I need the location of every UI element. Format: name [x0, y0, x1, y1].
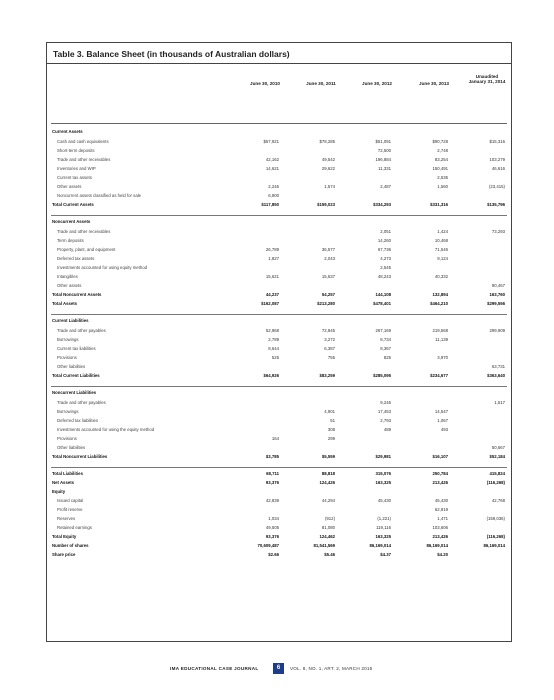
table-row: [47, 157, 513, 165]
row-label: Total Equity: [52, 534, 77, 539]
row-value: 8,734: [380, 337, 391, 342]
column-header-3: June 30, 2013: [419, 81, 449, 86]
row-value: 93,376: [265, 534, 279, 539]
row-label: Noncurrent Liabilities: [52, 390, 97, 395]
table-row: [47, 543, 513, 551]
row-value: 6,900: [268, 193, 279, 198]
table-row: [47, 247, 513, 255]
row-value: $464,210: [430, 301, 448, 306]
table-row: [47, 507, 513, 515]
row-value: 132,894: [432, 292, 448, 297]
row-value: 308: [327, 427, 335, 432]
row-value: 63,731: [491, 364, 505, 369]
row-value: 8,644: [268, 346, 279, 351]
row-value: 250,784: [432, 471, 448, 476]
row-value: 15,637: [321, 274, 335, 279]
row-value: 86,169,014: [369, 543, 391, 548]
table-row: [47, 498, 513, 506]
table-row: [47, 139, 513, 147]
row-label: Profit reserve: [57, 507, 83, 512]
row-value: $4.20: [437, 552, 448, 557]
row-value: 2,535: [437, 175, 448, 180]
row-label: Trade and other receivables: [57, 229, 111, 234]
row-value: 163,325: [375, 534, 391, 539]
page-footer: [0, 663, 554, 675]
row-value: 15,621: [265, 274, 279, 279]
table-row: [47, 318, 513, 326]
row-label: Total Noncurrent Assets: [52, 292, 102, 297]
row-value: 88,818: [321, 471, 335, 476]
row-label: Reserves: [57, 516, 76, 521]
row-value: 68,711: [266, 471, 279, 476]
table-row: [47, 471, 513, 479]
table-row: [47, 390, 513, 398]
row-value: 51: [330, 418, 335, 423]
row-value: 14,547: [434, 409, 448, 414]
row-value: 4,273: [380, 256, 391, 261]
row-value: (159,036): [486, 516, 505, 521]
table-row: [47, 265, 513, 273]
table-title: Table 3. Balance Sheet (in thousands of Australian dollars): [53, 49, 290, 59]
row-value: 54,257: [321, 292, 335, 297]
table-row: [47, 337, 513, 345]
row-value: 164: [271, 436, 279, 441]
table-row: [47, 346, 513, 354]
row-value: $135,796: [487, 202, 505, 207]
row-value: $90,728: [432, 139, 448, 144]
row-value: 42,839: [265, 498, 279, 503]
row-value: 48,243: [377, 274, 391, 279]
row-value: 67,736: [377, 247, 391, 252]
row-value: 163,325: [375, 480, 391, 485]
row-label: Investments accounted for using the equity method: [57, 427, 155, 432]
row-label: Number of shares: [52, 543, 89, 548]
row-value: 489: [383, 427, 391, 432]
row-label: Share price: [52, 552, 76, 557]
row-value: 40,332: [434, 274, 448, 279]
row-value: 825: [383, 355, 391, 360]
table-row: [47, 184, 513, 192]
row-value: 415,824: [489, 471, 505, 476]
row-value: 4,901: [324, 409, 335, 414]
row-value: $334,293: [373, 202, 391, 207]
row-label: Trade and other payables: [57, 328, 106, 333]
row-value: 8,367: [380, 346, 391, 351]
row-label: Intangibles: [57, 274, 78, 279]
row-label: Other liabilities: [57, 445, 86, 450]
row-value: $5.46: [324, 552, 335, 557]
row-value: 49,505: [265, 525, 279, 530]
row-value: 3,272: [324, 337, 335, 342]
row-value: 42,768: [491, 498, 505, 503]
row-value: (116,268): [486, 534, 505, 539]
table-row: [47, 364, 513, 372]
row-value: 103,279: [489, 157, 505, 162]
row-value: 2,051: [380, 229, 391, 234]
row-value: 50,667: [491, 445, 505, 450]
row-value: 3,970: [437, 355, 448, 360]
row-value: 267,169: [375, 328, 391, 333]
row-value: 83,254: [434, 157, 448, 162]
row-value: 1,424: [437, 229, 448, 234]
row-value: $162,087: [261, 301, 279, 306]
row-value: 93,376: [265, 480, 279, 485]
row-label: Borrowings: [57, 337, 79, 342]
row-value: 2,545: [380, 265, 391, 270]
row-value: 17,453: [377, 409, 391, 414]
row-value: 44,294: [321, 498, 335, 503]
row-value: $15,316: [489, 139, 505, 144]
row-label: Noncurrent assets classified as held for sale: [57, 193, 142, 198]
page-number-badge: 6: [273, 663, 284, 674]
row-value: $3,785: [265, 454, 279, 459]
row-value: 14,621: [265, 166, 279, 171]
row-value: 2,487: [380, 184, 391, 189]
row-value: $234,677: [430, 373, 448, 378]
row-value: $117,850: [261, 202, 279, 207]
row-value: 11,331: [378, 166, 391, 171]
row-value: $51,091: [375, 139, 391, 144]
table-row: [47, 445, 513, 453]
row-value: 1,574: [324, 184, 335, 189]
row-value: 71,546: [434, 247, 448, 252]
row-label: Total Current Liabilities: [52, 373, 100, 378]
table-row: [47, 409, 513, 417]
row-value: 196,884: [375, 157, 391, 162]
row-label: Short-term deposits: [57, 148, 95, 153]
table-row: [47, 193, 513, 201]
row-value: 45,430: [434, 498, 448, 503]
row-value: $29,981: [375, 454, 391, 459]
row-value: 2,793: [380, 418, 391, 423]
row-value: 163,760: [489, 292, 505, 297]
row-label: Term deposits: [57, 238, 84, 243]
row-value: 150,491: [432, 166, 448, 171]
row-label: Trade and other receivables: [57, 157, 111, 162]
table-row: [47, 175, 513, 183]
row-value: 70,609,487: [257, 543, 279, 548]
row-value: 299,909: [489, 328, 505, 333]
table-row: [47, 418, 513, 426]
table-row: [47, 301, 513, 309]
row-label: Net Assets: [52, 480, 75, 485]
issue-info: VOL. 8, NO. 1, ART. 2, MARCH 2015: [290, 666, 373, 671]
row-label: Total Noncurrent Liabilities: [52, 454, 108, 459]
row-value: 45,430: [377, 498, 391, 503]
row-label: Provisions: [57, 436, 77, 441]
row-value: 6,387: [324, 346, 335, 351]
row-value: 44,237: [265, 292, 279, 297]
table-row: [47, 283, 513, 291]
row-value: 62,919: [434, 507, 448, 512]
column-header-1: June 30, 2011: [306, 81, 336, 86]
row-label: Total Assets: [52, 301, 78, 306]
row-label: Current Liabilities: [52, 318, 89, 323]
row-value: $83,259: [319, 373, 335, 378]
row-value: 49,542: [321, 157, 335, 162]
row-value: 1,560: [437, 184, 448, 189]
row-label: Deferred tax assets: [57, 256, 95, 261]
row-value: $2.66: [268, 552, 279, 557]
table-row: [47, 256, 513, 264]
row-value: 1,034: [268, 516, 279, 521]
row-value: $64,926: [263, 373, 279, 378]
row-value: 9,124: [437, 256, 448, 261]
table-row: [47, 202, 513, 210]
row-value: $363,640: [487, 373, 505, 378]
row-value: 90,467: [491, 283, 505, 288]
row-label: Current Assets: [52, 129, 83, 134]
row-value: 299: [327, 436, 335, 441]
table-row: [47, 219, 513, 227]
row-value: 11,139: [435, 337, 448, 342]
row-value: 1,517: [494, 400, 505, 405]
row-value: $331,316: [430, 202, 448, 207]
row-value: $57,921: [263, 139, 279, 144]
row-value: $5,559: [321, 454, 335, 459]
table-row: [47, 148, 513, 156]
column-header-2: June 30, 2012: [362, 81, 392, 86]
row-value: 1,067: [437, 418, 448, 423]
row-value: 26,789: [265, 247, 279, 252]
section-divider: [51, 386, 507, 387]
row-value: 213,426: [432, 534, 448, 539]
row-value: 9,246: [380, 400, 391, 405]
table-row: [47, 328, 513, 336]
row-value: 81,541,569: [313, 543, 335, 548]
row-value: (116,268): [486, 480, 505, 485]
table-row: [47, 489, 513, 497]
row-value: 2,043: [324, 256, 335, 261]
row-value: 1,827: [268, 256, 279, 261]
row-value: 144,108: [375, 292, 391, 297]
section-divider: [51, 467, 507, 468]
row-value: 52,968: [265, 328, 279, 333]
table-row: [47, 552, 513, 560]
row-label: Noncurrent Assets: [52, 219, 91, 224]
row-label: Current tax assets: [57, 175, 92, 180]
row-label: Investments accounted for using equity method: [57, 265, 148, 270]
table-row: [47, 292, 513, 300]
section-divider: [51, 314, 507, 315]
table-row: [47, 166, 513, 174]
row-label: Inventories and WIP: [57, 166, 96, 171]
row-value: 42,162: [265, 157, 279, 162]
row-value: 73,293: [491, 229, 505, 234]
row-value: 2,748: [437, 148, 448, 153]
row-value: 2,789: [268, 337, 279, 342]
row-value: (23,415): [488, 184, 505, 189]
row-value: 315,076: [375, 471, 391, 476]
table-row: [47, 238, 513, 246]
row-value: 493: [440, 427, 448, 432]
row-value: 86,169,014: [483, 543, 505, 548]
table-row: [47, 436, 513, 444]
title-divider: [47, 63, 511, 64]
row-value: 86,169,014: [426, 543, 448, 548]
row-value: $285,095: [373, 373, 391, 378]
row-label: Other liabilities: [57, 364, 86, 369]
row-value: $4.37: [380, 552, 391, 557]
row-label: Provisions: [57, 355, 77, 360]
row-value: $159,023: [317, 202, 335, 207]
row-value: 81,080: [321, 525, 335, 530]
row-value: 14,260: [377, 238, 391, 243]
header-divider: [51, 123, 507, 124]
row-label: Total Liabilities: [52, 471, 83, 476]
row-label: Trade and other payables: [57, 400, 106, 405]
table-row: [47, 516, 513, 524]
column-header-4: Unaudited January 31, 2014: [468, 74, 506, 84]
row-value: $52,184: [489, 454, 505, 459]
row-label: Property, plant, and equipment: [57, 247, 116, 252]
row-value: $478,401: [373, 301, 391, 306]
row-label: Current tax liabilities: [57, 346, 96, 351]
balance-sheet-table: [46, 42, 512, 642]
table-row: [47, 400, 513, 408]
journal-name: IMA EDUCATIONAL CASE JOURNAL: [170, 666, 259, 671]
section-divider: [51, 215, 507, 216]
column-header-0: June 30, 2010: [250, 81, 280, 86]
table-row: [47, 534, 513, 542]
table-row: [47, 373, 513, 381]
table-row: [47, 427, 513, 435]
table-row: [47, 129, 513, 137]
row-label: Borrowings: [57, 409, 79, 414]
row-label: Total Current Assets: [52, 202, 94, 207]
row-value: 72,500: [377, 148, 391, 153]
table-row: [47, 525, 513, 533]
row-value: 103,606: [432, 525, 448, 530]
row-value: $78,285: [319, 139, 335, 144]
row-value: 2,246: [268, 184, 279, 189]
row-label: Other assets: [57, 184, 82, 189]
table-row: [47, 480, 513, 488]
table-row: [47, 454, 513, 462]
row-value: (912): [324, 516, 335, 521]
row-value: $299,556: [487, 301, 505, 306]
row-value: 124,462: [319, 534, 335, 539]
row-label: Issued capital: [57, 498, 84, 503]
row-value: 29,622: [321, 166, 335, 171]
table-row: [47, 274, 513, 282]
row-label: Equity: [52, 489, 66, 494]
row-value: 755: [327, 355, 335, 360]
row-value: 213,426: [432, 480, 448, 485]
row-label: Other assets: [57, 283, 82, 288]
row-label: Retained earnings: [57, 525, 92, 530]
table-row: [47, 355, 513, 363]
row-value: $213,280: [317, 301, 335, 306]
row-value: 525: [271, 355, 279, 360]
row-label: Deferred tax liabilities: [57, 418, 99, 423]
table-row: [47, 229, 513, 237]
row-value: 124,426: [319, 480, 335, 485]
row-label: Cash and cash equivalents: [57, 139, 109, 144]
row-value: 219,568: [432, 328, 448, 333]
row-value: 1,471: [437, 516, 448, 521]
row-value: 10,468: [434, 238, 448, 243]
row-value: 72,845: [321, 328, 335, 333]
row-value: 46,616: [491, 166, 505, 171]
row-value: $16,107: [432, 454, 448, 459]
row-value: 119,116: [376, 525, 391, 530]
row-value: (1,221): [377, 516, 391, 521]
row-value: 36,577: [321, 247, 335, 252]
